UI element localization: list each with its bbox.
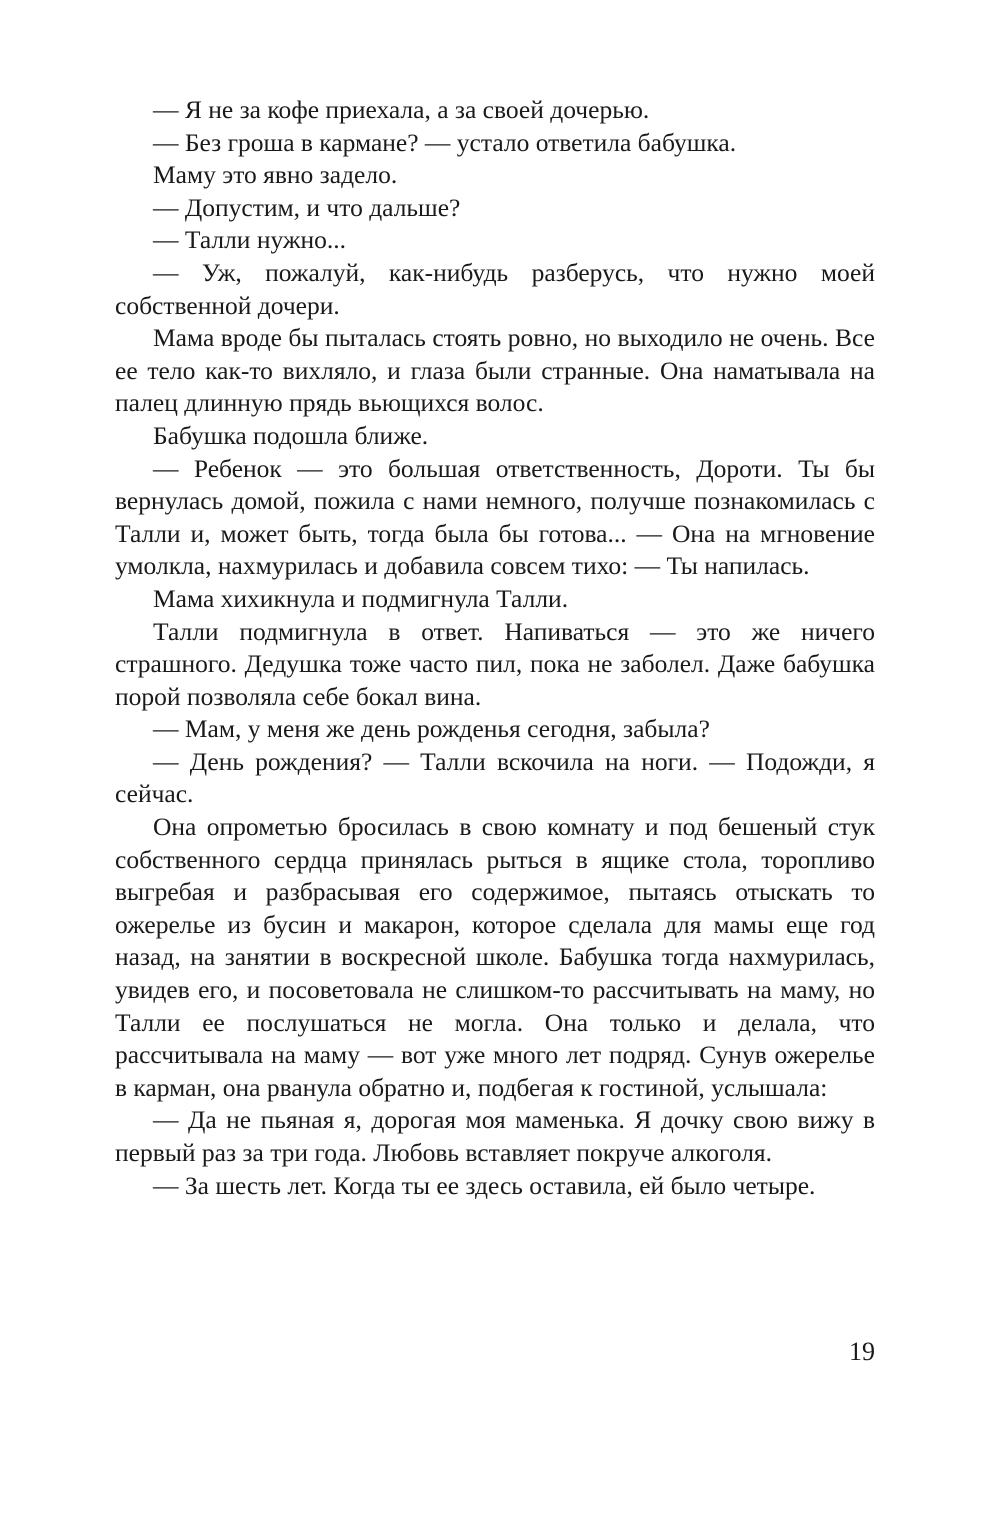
paragraph: — За шесть лет. Когда ты ее здесь оставила, ей было четыре.	[153, 1170, 816, 1200]
paragraph: — Без гроша в кармане? — устало ответила бабушка.	[153, 127, 737, 157]
paragraph: — День рождения? — Талли вскочила на ноги. — Подожди, я сейчас.	[115, 746, 875, 809]
paragraph: — Талли нужно...	[153, 225, 347, 255]
paragraph: — Я не за кофе приехала, а за своей дочерью.	[153, 95, 650, 124]
paragraph: Мама хихикнула и подмигнула Талли.	[153, 583, 569, 613]
paragraph: — Допустим, и что дальше?	[153, 192, 461, 222]
paragraph: Маму это явно задело.	[153, 160, 398, 190]
paragraph: Она опрометью бросилась в свою комнату и под бешеный стук собственного сердца принялась рыться в ящике стола, торопливо выгребая и разбрасывая его содержимое, пытаясь отыскать то ожерелье из бусин и макарон, которое сделала для мамы еще год назад, на занятии в воскресной школе. Бабушка тогда нахмурилась, увидев его, и посоветовала не слишком-то рассчитывать на маму, но Талли ее послушаться не могла. Она только и делала, что рассчитывала на маму — вот уже много лет подряд. Сунув ожерелье в карман, она рванула обратно и, подбегая к гостиной, услышала:	[115, 812, 875, 1102]
paragraph: — Мам, у меня же день рожденья сегодня, забыла?	[153, 714, 710, 744]
paragraph: — Да не пьяная я, дорогая моя маменька. Я дочку свою вижу в первый раз за три года. Любовь вставляет покруче алкоголя.	[115, 1105, 875, 1167]
body-text	[115, 94, 875, 1202]
paragraph: — Ребенок — это большая ответственность, Дороти. Ты бы вернулась домой, пожила с нами немного, получше познакомилась с Талли и, может быть, тогда была бы готова... — Она на мгновение умолкла, нахмурилась и добавила совсем тихо: — Ты напилась.	[115, 453, 875, 581]
paragraph: Бабушка подошла ближе.	[153, 420, 429, 450]
paragraph: Талли подмигнула в ответ. Напиваться — это же ничего страшного. Дедушка тоже часто пил, пока не заболел. Даже бабушка порой позволяла себе бокал вина.	[115, 616, 875, 711]
paragraph: Мама вроде бы пыталась стоять ровно, но выходило не очень. Все ее тело как-то вихляло, и глаза были странные. Она наматывала на палец длинную прядь вьющихся волос.	[115, 323, 875, 418]
page-number: 19	[849, 1337, 875, 1366]
paragraph: — Уж, пожалуй, как-нибудь разберусь, что нужно моей собственной дочери.	[115, 257, 875, 320]
